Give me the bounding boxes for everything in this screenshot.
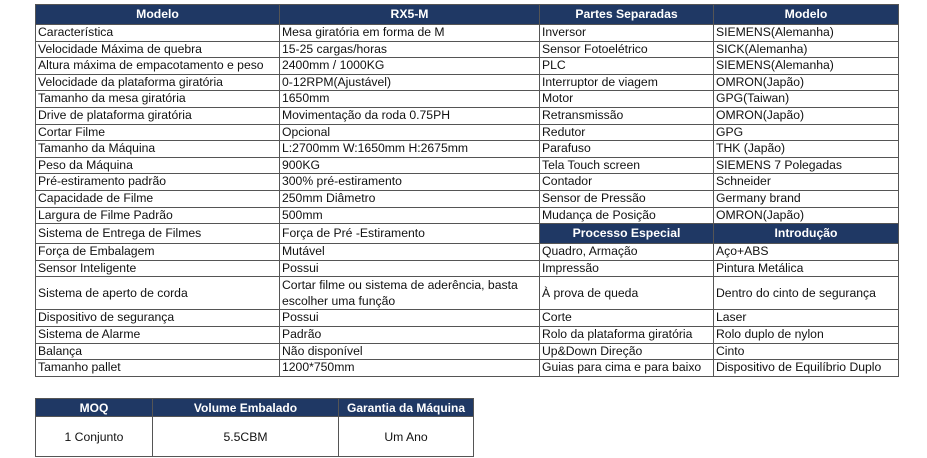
value-cell: Possui <box>280 260 540 277</box>
garantia-value: Um Ano <box>339 417 474 457</box>
feature-cell: Força de Embalagem <box>36 244 280 261</box>
introduction-cell: Aço+ABS <box>714 244 899 261</box>
table-row <box>36 58 899 75</box>
part-cell: Mudança de Posição <box>540 207 714 224</box>
spec-table <box>35 4 899 377</box>
table-row <box>36 107 899 124</box>
part-cell: Interruptor de viagem <box>540 74 714 91</box>
feature-cell: Capacidade de Filme <box>36 190 280 207</box>
part-model-cell: SICK(Alemanha) <box>714 41 899 58</box>
part-cell: Contador <box>540 174 714 191</box>
feature-cell: Altura máxima de empacotamento e peso <box>36 58 280 75</box>
feature-cell: Largura de Filme Padrão <box>36 207 280 224</box>
part-model-cell: OMRON(Japão) <box>714 74 899 91</box>
value-cell: Movimentação da roda 0.75PH <box>280 107 540 124</box>
feature-cell: Velocidade Máxima de quebra <box>36 41 280 58</box>
feature-cell: Peso da Máquina <box>36 157 280 174</box>
feature-cell: Sistema de Alarme <box>36 326 280 343</box>
feature-cell: Velocidade da plataforma giratória <box>36 74 280 91</box>
feature-cell: Drive de plataforma giratória <box>36 107 280 124</box>
feature-cell: Dispositivo de segurança <box>36 310 280 327</box>
table-row <box>36 244 899 261</box>
feature-cell: Sistema de Entrega de Filmes <box>36 224 280 244</box>
feature-cell: Sistema de aperto de corda <box>36 277 280 310</box>
value-cell: Padrão <box>280 326 540 343</box>
process-cell: Rolo da plataforma giratória <box>540 326 714 343</box>
table-row <box>36 360 899 377</box>
part-cell: Parafuso <box>540 141 714 158</box>
introduction-cell: Pintura Metálica <box>714 260 899 277</box>
value-cell: 250mm Diâmetro <box>280 190 540 207</box>
value-cell: 1200*750mm <box>280 360 540 377</box>
introduction-cell: Dentro do cinto de segurança <box>714 277 899 310</box>
introduction-cell: Laser <box>714 310 899 327</box>
process-cell: À prova de queda <box>540 277 714 310</box>
header-volume-embalado: Volume Embalado <box>153 399 339 417</box>
header-partes-separadas: Partes Separadas <box>540 5 714 25</box>
spec-header-row <box>36 5 899 25</box>
value-cell: L:2700mm W:1650mm H:2675mm <box>280 141 540 158</box>
value-cell: Não disponível <box>280 343 540 360</box>
moq-value: 1 Conjunto <box>36 417 153 457</box>
sub-header-row <box>36 224 899 244</box>
part-model-cell: SIEMENS(Alemanha) <box>714 25 899 42</box>
spec-body <box>36 25 899 377</box>
table-row <box>36 174 899 191</box>
table-row <box>36 207 899 224</box>
part-cell: Retransmissão <box>540 107 714 124</box>
part-model-cell: OMRON(Japão) <box>714 207 899 224</box>
part-model-cell: SIEMENS 7 Polegadas <box>714 157 899 174</box>
part-model-cell: GPG <box>714 124 899 141</box>
part-cell: PLC <box>540 58 714 75</box>
value-cell: Mesa giratória em forma de M <box>280 25 540 42</box>
part-cell: Redutor <box>540 124 714 141</box>
part-cell: Tela Touch screen <box>540 157 714 174</box>
feature-cell: Balança <box>36 343 280 360</box>
process-cell: Impressão <box>540 260 714 277</box>
table-row <box>36 326 899 343</box>
feature-cell: Tamanho da Máquina <box>36 141 280 158</box>
feature-cell: Sensor Inteligente <box>36 260 280 277</box>
volume-value: 5.5CBM <box>153 417 339 457</box>
feature-cell: Tamanho da mesa giratória <box>36 91 280 108</box>
part-cell: Inversor <box>540 25 714 42</box>
value-cell: 900KG <box>280 157 540 174</box>
table-row <box>36 157 899 174</box>
introduction-cell: Rolo duplo de nylon <box>714 326 899 343</box>
part-cell: Sensor de Pressão <box>540 190 714 207</box>
table-row <box>36 343 899 360</box>
part-model-cell: THK (Japão) <box>714 141 899 158</box>
value-cell: Mutável <box>280 244 540 261</box>
part-model-cell: GPG(Taiwan) <box>714 91 899 108</box>
feature-cell: Pré-estiramento padrão <box>36 174 280 191</box>
table-row <box>36 190 899 207</box>
value-cell: 1650mm <box>280 91 540 108</box>
part-cell: Motor <box>540 91 714 108</box>
header-modelo: Modelo <box>36 5 280 25</box>
header-processo-especial: Processo Especial <box>540 224 714 244</box>
header-garantia: Garantia da Máquina <box>339 399 474 417</box>
table-row <box>36 260 899 277</box>
summary-value-row <box>36 417 474 457</box>
table-row <box>36 310 899 327</box>
value-cell: Opcional <box>280 124 540 141</box>
table-row <box>36 74 899 91</box>
table-row <box>36 41 899 58</box>
value-cell: 15-25 cargas/horas <box>280 41 540 58</box>
header-modelo-2: Modelo <box>714 5 899 25</box>
value-cell: 300% pré-estiramento <box>280 174 540 191</box>
process-cell: Guias para cima e para baixo <box>540 360 714 377</box>
introduction-cell: Cinto <box>714 343 899 360</box>
process-cell: Corte <box>540 310 714 327</box>
part-model-cell: SIEMENS(Alemanha) <box>714 58 899 75</box>
feature-cell: Cortar Filme <box>36 124 280 141</box>
table-row <box>36 277 899 310</box>
summary-table <box>35 398 474 457</box>
header-rx5m: RX5-M <box>280 5 540 25</box>
feature-cell: Tamanho pallet <box>36 360 280 377</box>
part-cell: Sensor Fotoelétrico <box>540 41 714 58</box>
feature-cell: Característica <box>36 25 280 42</box>
part-model-cell: Schneider <box>714 174 899 191</box>
part-model-cell: OMRON(Japão) <box>714 107 899 124</box>
introduction-cell: Dispositivo de Equilíbrio Duplo <box>714 360 899 377</box>
table-row <box>36 141 899 158</box>
header-introducao: Introdução <box>714 224 899 244</box>
table-row <box>36 91 899 108</box>
process-cell: Quadro, Armação <box>540 244 714 261</box>
header-moq: MOQ <box>36 399 153 417</box>
table-row <box>36 25 899 42</box>
value-cell: Possui <box>280 310 540 327</box>
value-cell: 0-12RPM(Ajustável) <box>280 74 540 91</box>
part-model-cell: Germany brand <box>714 190 899 207</box>
value-cell: 500mm <box>280 207 540 224</box>
table-row <box>36 124 899 141</box>
value-cell: Força de Pré -Estiramento <box>280 224 540 244</box>
value-cell: Cortar filme ou sistema de aderência, basta escolher uma função <box>280 277 540 310</box>
summary-header-row <box>36 399 474 417</box>
value-cell: 2400mm / 1000KG <box>280 58 540 75</box>
process-cell: Up&Down Direção <box>540 343 714 360</box>
